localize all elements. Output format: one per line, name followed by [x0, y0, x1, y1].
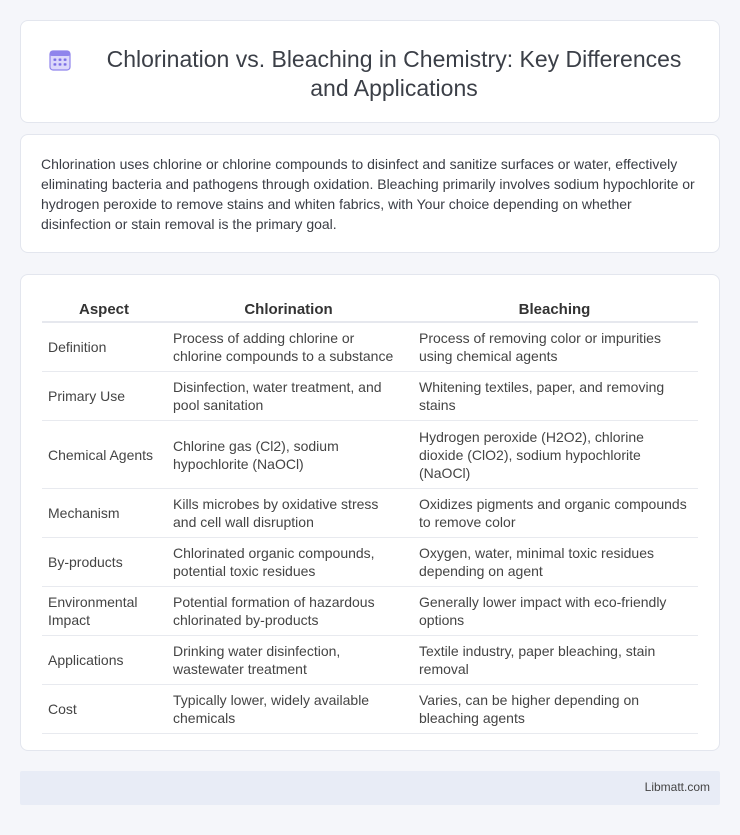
intro-card — [20, 134, 720, 253]
table-row — [42, 587, 698, 636]
aspect-cell: By-products — [42, 538, 166, 587]
table-row — [42, 372, 698, 421]
aspect-cell: Definition — [42, 323, 166, 372]
table-row — [42, 421, 698, 489]
title-card — [20, 20, 720, 123]
bleaching-cell: Textile industry, paper bleaching, stain removal — [411, 636, 698, 685]
chlorination-cell: Disinfection, water treatment, and pool sanitation — [166, 372, 411, 421]
bleaching-cell: Hydrogen peroxide (H2O2), chlorine dioxide (ClO2), sodium hypochlorite (NaOCl) — [411, 421, 698, 489]
aspect-cell: Environmental Impact — [42, 587, 166, 636]
page-title: Chlorination vs. Bleaching in Chemistry: Key Differences and Applications — [106, 46, 682, 101]
bleaching-cell: Varies, can be higher depending on bleaching agents — [411, 685, 698, 734]
bleaching-cell: Process of removing color or impurities using chemical agents — [411, 323, 698, 372]
footer-site-link[interactable]: Libmatt.com — [644, 780, 710, 794]
chlorination-cell: Drinking water disinfection, wastewater treatment — [166, 636, 411, 685]
aspect-cell: Applications — [42, 636, 166, 685]
aspect-cell: Primary Use — [42, 372, 166, 421]
intro-paragraph: Chlorination uses chlorine or chlorine compounds to disinfect and sanitize surfaces or water, effectively eliminating bacteria and pathogens through oxidation. Bleaching primarily involves sodium hypochlorite or hydrogen peroxide to remove stains and whiten fabrics, with Your choice depending on whether disinfection or stain removal is the primary goal. — [41, 156, 695, 232]
header-aspect: Aspect — [42, 293, 166, 323]
bleaching-cell: Oxidizes pigments and organic compounds to remove color — [411, 489, 698, 538]
bleaching-cell: Whitening textiles, paper, and removing stains — [411, 372, 698, 421]
comparison-table-card — [20, 274, 720, 751]
table-row — [42, 685, 698, 734]
chlorination-cell: Kills microbes by oxidative stress and cell wall disruption — [166, 489, 411, 538]
table-row — [42, 636, 698, 685]
table-row — [42, 489, 698, 538]
aspect-cell: Chemical Agents — [42, 421, 166, 489]
header-bleaching: Bleaching — [411, 293, 698, 323]
footer-bar — [20, 771, 720, 805]
comparison-table — [42, 293, 698, 734]
chlorination-cell: Potential formation of hazardous chlorinated by-products — [166, 587, 411, 636]
aspect-cell: Mechanism — [42, 489, 166, 538]
header-chlorination: Chlorination — [166, 293, 411, 323]
chlorination-cell: Process of adding chlorine or chlorine compounds to a substance — [166, 323, 411, 372]
chlorination-cell: Chlorinated organic compounds, potential toxic residues — [166, 538, 411, 587]
bleaching-cell: Oxygen, water, minimal toxic residues depending on agent — [411, 538, 698, 587]
table-row — [42, 538, 698, 587]
chlorination-cell: Typically lower, widely available chemicals — [166, 685, 411, 734]
table-header-row — [42, 293, 698, 323]
bleaching-cell: Generally lower impact with eco-friendly options — [411, 587, 698, 636]
aspect-cell: Cost — [42, 685, 166, 734]
table-row — [42, 323, 698, 372]
chlorination-cell: Chlorine gas (Cl2), sodium hypochlorite (NaOCl) — [166, 421, 411, 489]
calendar-grid-icon — [47, 47, 73, 73]
